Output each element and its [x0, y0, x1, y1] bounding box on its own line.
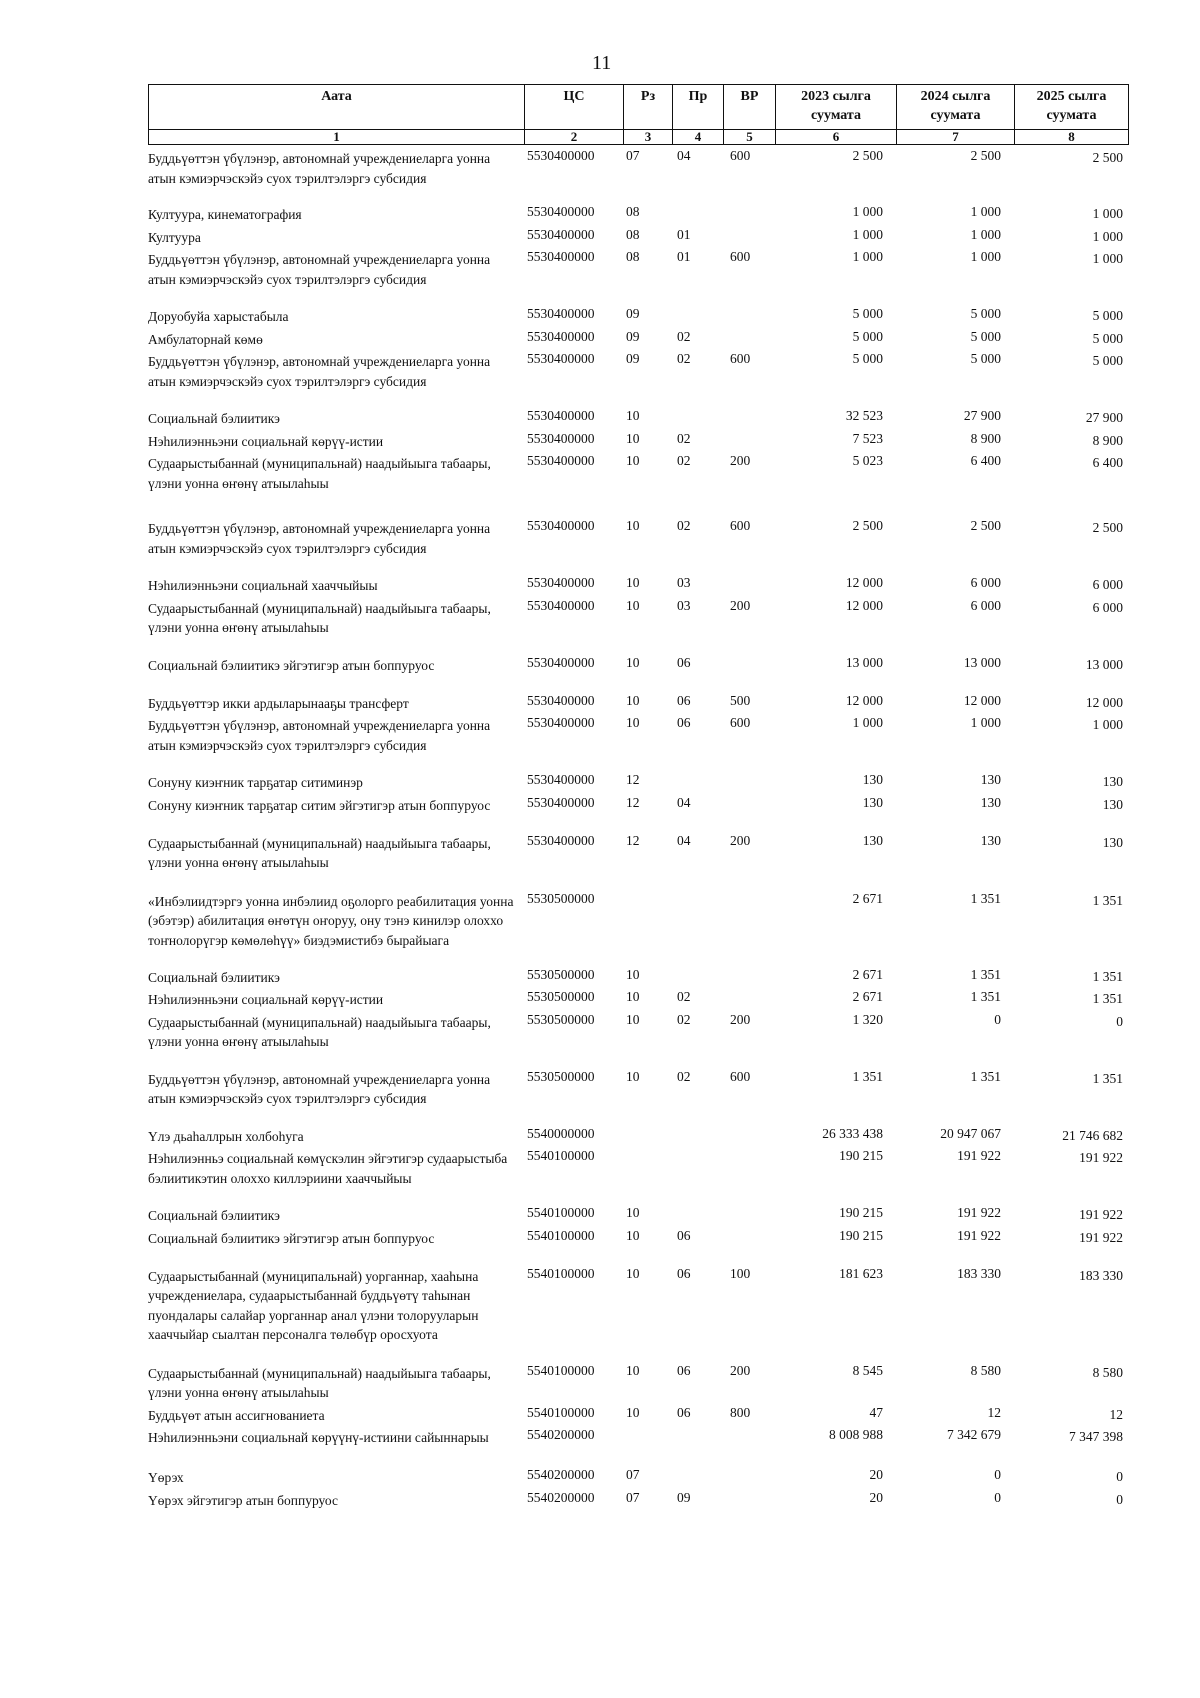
column-number: 8 [1014, 129, 1128, 144]
row-amount-2023: 130 [862, 772, 883, 787]
row-name: Сонуну киэҥник тарҕатар ситим эйгэтигэр атын боппуруос [148, 797, 491, 813]
row-vr-code [722, 327, 774, 350]
row-amount-2023: 2 671 [852, 890, 883, 906]
row-cs-code: 5540100000 [527, 1404, 595, 1420]
row-cs-code: 5530400000 [527, 597, 595, 613]
row-amount-2024: 6 000 [970, 597, 1001, 613]
row-pr-code: 02 [677, 351, 691, 366]
row-pr-code [671, 304, 722, 327]
row-vr-code: 600 [730, 148, 751, 163]
row-amount-2025: 130 [1102, 834, 1123, 850]
row-pr-code [671, 1146, 722, 1203]
row-amount-2023: 7 523 [852, 430, 883, 446]
row-name: Сонуну киэҥник тарҕатар ситиминэр [148, 775, 363, 790]
row-name: Социальнай бэлиитикэ эйгэтигэр атын боппуруос [148, 1230, 435, 1246]
row-pr-code [671, 1425, 722, 1465]
row-amount-2025: 5 000 [1092, 308, 1123, 323]
row-cs-code: 5540200000 [527, 1489, 595, 1505]
row-name: Судаарыстыбаннай (муниципальнай) наадыйыыга табаары, үлэни уонна өҥөнү атыылаһыы [148, 456, 491, 491]
row-amount-2024: 1 351 [970, 989, 1001, 1004]
row-amount-2024: 6 400 [970, 453, 1001, 468]
row-amount-2025: 8 580 [1092, 1364, 1123, 1380]
row-pr-code: 02 [677, 453, 691, 468]
row-pr-code: 02 [677, 328, 691, 344]
row-name: «Инбэлиидтэргэ уонна инбэлиид оҕолорго реабилитация уонна (эбэтэр) абилитация өҥөтүн оҥоруу, ону тэнэ кинилэр олоххо тоҥнолорүгэр көмөлөһүү» биэдэмистибэ бырайыага [148, 893, 514, 948]
row-vr-code [722, 1465, 774, 1488]
row-pr-code [671, 406, 722, 429]
row-name: Социальнай бэлиитикэ [148, 411, 280, 426]
row-amount-2025: 5 000 [1092, 330, 1123, 346]
row-amount-2024: 0 [994, 1489, 1001, 1505]
row-vr-code [722, 1488, 774, 1511]
row-amount-2024: 0 [994, 1011, 1001, 1027]
row-amount-2024: 1 351 [970, 890, 1001, 906]
row-rz-code: 10 [626, 715, 640, 730]
row-rz-code: 10 [626, 575, 640, 590]
row-pr-code: 06 [677, 1362, 691, 1378]
row-rz-code: 09 [626, 351, 640, 366]
row-amount-2023: 2 671 [852, 966, 883, 982]
row-rz-code: 12 [626, 772, 640, 787]
row-cs-code: 5540000000 [527, 1125, 595, 1141]
row-cs-code: 5530400000 [527, 351, 595, 366]
row-name: Буддьүөттэн үбүлэнэр, автономнай учреждениеларга уонна атын кэмиэрчэскэйэ суох тэрилтэлэргэ субсидия [148, 521, 491, 556]
row-amount-2024: 2 500 [970, 518, 1001, 533]
row-pr-code [671, 965, 722, 988]
row-cs-code: 5530400000 [527, 654, 595, 670]
row-rz-code: 12 [626, 832, 640, 848]
row-vr-code: 200 [730, 1362, 751, 1378]
column-number: 1 [333, 129, 340, 144]
row-pr-code: 09 [677, 1489, 691, 1505]
row-name: Култуура, кинематография [148, 207, 302, 222]
page-number: 11 [592, 52, 612, 74]
row-pr-code: 03 [677, 597, 691, 613]
row-amount-2024: 27 900 [963, 408, 1001, 423]
row-amount-2024: 12 [987, 1404, 1001, 1420]
row-pr-code [671, 1465, 722, 1488]
column-number: 3 [623, 129, 672, 144]
row-amount-2024: 191 922 [957, 1148, 1001, 1163]
row-rz-code: 07 [626, 148, 640, 163]
row-amount-2023: 26 333 438 [822, 1125, 883, 1141]
row-amount-2024: 6 000 [970, 575, 1001, 590]
row-cs-code: 5530400000 [527, 306, 595, 321]
row-rz-code: 08 [626, 226, 640, 242]
row-rz-code: 10 [626, 1068, 640, 1084]
row-cs-code: 5540200000 [527, 1427, 595, 1442]
row-vr-code [722, 793, 774, 831]
row-rz-code: 10 [626, 408, 640, 423]
row-pr-code: 02 [677, 1011, 691, 1027]
row-cs-code: 5530400000 [527, 794, 595, 810]
row-amount-2024: 12 000 [963, 692, 1001, 708]
row-rz-code: 10 [626, 1362, 640, 1378]
row-name: Буддьүөттэн үбүлэнэр, автономнай учреждениеларга уонна атын кэмиэрчэскэйэ суох тэрилтэлэргэ субсидия [148, 151, 491, 186]
row-rz-code: 08 [626, 249, 640, 264]
row-name: Социальнай бэлиитикэ [148, 1208, 280, 1223]
row-name: Судаарыстыбаннай (муниципальнай) наадыйыыга табаары, үлэни уонна өҥөнү атыылаһыы [148, 600, 491, 635]
row-pr-code: 06 [677, 1265, 691, 1281]
row-amount-2025: 21 746 682 [1062, 1127, 1123, 1143]
row-rz-code: 10 [626, 430, 640, 446]
row-amount-2024: 2 500 [970, 148, 1001, 163]
row-amount-2024: 191 922 [957, 1227, 1001, 1243]
row-vr-code [722, 202, 774, 225]
row-vr-code [722, 1203, 774, 1226]
row-pr-code: 06 [677, 1404, 691, 1420]
row-amount-2023: 181 623 [839, 1265, 883, 1281]
row-pr-code [671, 770, 722, 793]
row-cs-code: 5530400000 [527, 575, 595, 590]
row-name: Буддьүөттэн үбүлэнэр, автономнай учреждениеларга уонна атын кэмиэрчэскэйэ суох тэрилтэлэргэ субсидия [148, 252, 491, 287]
row-amount-2025: 1 000 [1092, 717, 1123, 732]
row-pr-code: 02 [677, 989, 691, 1004]
row-vr-code: 100 [730, 1265, 751, 1281]
row-amount-2025: 27 900 [1085, 410, 1123, 425]
row-amount-2023: 47 [869, 1404, 883, 1420]
row-amount-2023: 12 000 [845, 597, 883, 613]
row-amount-2025: 1 000 [1092, 251, 1123, 266]
row-rz-code: 10 [626, 1265, 640, 1281]
row-cs-code: 5530500000 [527, 1011, 595, 1027]
row-pr-code: 02 [677, 1068, 691, 1084]
row-pr-code: 02 [677, 430, 691, 446]
row-cs-code: 5530400000 [527, 148, 595, 163]
row-vr-code [722, 1226, 774, 1264]
row-amount-2025: 1 351 [1092, 991, 1123, 1006]
column-number: 4 [672, 129, 723, 144]
row-name: Буддьүөттэн үбүлэнэр, автономнай учреждениеларга уонна атын кэмиэрчэскэйэ суох тэрилтэлэргэ субсидия [148, 1071, 491, 1106]
row-amount-2024: 183 330 [957, 1265, 1001, 1281]
row-amount-2025: 1 000 [1092, 228, 1123, 244]
row-amount-2025: 0 [1116, 1491, 1123, 1507]
row-cs-code: 5540100000 [527, 1265, 595, 1281]
row-name: Судаарыстыбаннай (муниципальнай) уорганнар, хааһына учреждениелара, судаарыстыбаннай буддьүөтү таһынан пуондалары салайар уорганнар анал үлэни толорууларын хааччыйар сыалтан персоналга төлөбүр оросхуота [148, 1268, 479, 1342]
row-pr-code: 04 [677, 794, 691, 810]
column-number: 6 [775, 129, 896, 144]
row-rz-code: 10 [626, 692, 640, 708]
row-amount-2023: 1 000 [852, 226, 883, 242]
row-rz-code: 09 [626, 328, 640, 344]
row-rz-code: 10 [626, 989, 640, 1004]
header-cs: ЦС [524, 85, 623, 130]
row-amount-2023: 32 523 [845, 408, 883, 423]
row-cs-code: 5540200000 [527, 1467, 595, 1482]
row-pr-code: 04 [677, 148, 691, 163]
row-amount-2025: 12 [1109, 1406, 1123, 1422]
row-name: Буддьүөттэн үбүлэнэр, автономнай учреждениеларга уонна атын кэмиэрчэскэйэ суох тэрилтэлэргэ субсидия [148, 718, 491, 753]
row-vr-code [722, 225, 774, 248]
row-amount-2024: 130 [980, 832, 1001, 848]
row-rz-code: 10 [626, 1205, 640, 1220]
row-rz-code: 10 [626, 966, 640, 982]
row-amount-2025: 1 351 [1092, 1070, 1123, 1086]
row-pr-code [671, 889, 722, 965]
row-amount-2024: 130 [980, 772, 1001, 787]
row-amount-2023: 1 000 [852, 715, 883, 730]
row-name: Нэһилиэнньэни социальнай көрүү-истии [148, 433, 384, 449]
row-amount-2024: 8 900 [970, 430, 1001, 446]
row-amount-2025: 191 922 [1079, 1207, 1123, 1222]
row-pr-code: 06 [677, 1227, 691, 1243]
row-rz-code: 10 [626, 1227, 640, 1243]
row-name: Нэһилиэнньэни социальнай көрүү-истии [148, 992, 384, 1007]
row-amount-2025: 1 351 [1092, 968, 1123, 984]
row-rz-code: 07 [626, 1467, 640, 1482]
row-amount-2023: 190 215 [839, 1148, 883, 1163]
row-amount-2023: 190 215 [839, 1227, 883, 1243]
row-name: Буддьүөттэн үбүлэнэр, автономнай учреждениеларга уонна атын кэмиэрчэскэйэ суох тэрилтэлэргэ субсидия [148, 354, 491, 389]
row-amount-2023: 5 000 [852, 328, 883, 344]
row-name: Үөрэх эйгэтигэр атын боппуруос [148, 1492, 339, 1508]
row-amount-2025: 183 330 [1079, 1267, 1123, 1283]
row-vr-code: 200 [730, 597, 751, 613]
row-vr-code: 600 [730, 1068, 751, 1084]
row-cs-code: 5540100000 [527, 1205, 595, 1220]
row-cs-code: 5530400000 [527, 204, 595, 219]
row-amount-2024: 1 000 [970, 249, 1001, 264]
row-cs-code: 5530400000 [527, 249, 595, 264]
row-amount-2024: 0 [994, 1467, 1001, 1482]
row-amount-2025: 7 347 398 [1069, 1429, 1123, 1444]
row-cs-code: 5530400000 [527, 408, 595, 423]
row-name: Үлэ дьаһаллрын холбоһуга [148, 1128, 304, 1144]
header-2023: 2023 сылга суумата [775, 85, 896, 130]
row-amount-2024: 8 580 [970, 1362, 1001, 1378]
row-amount-2023: 12 000 [845, 692, 883, 708]
row-vr-code [722, 770, 774, 793]
row-vr-code: 200 [730, 453, 751, 468]
row-amount-2023: 20 [869, 1489, 883, 1505]
row-pr-code: 04 [677, 832, 691, 848]
row-name: Буддьүөттэр икки ардыларынааҕы трансферт [148, 695, 409, 711]
row-name: Доруобуйа харыстабыла [148, 309, 289, 324]
row-amount-2023: 130 [862, 832, 883, 848]
row-amount-2023: 1 000 [852, 204, 883, 219]
row-amount-2023: 2 500 [852, 148, 883, 163]
row-amount-2023: 130 [862, 794, 883, 810]
row-cs-code: 5530400000 [527, 692, 595, 708]
row-name: Социальнай бэлиитикэ [148, 969, 280, 985]
row-amount-2025: 130 [1102, 796, 1123, 812]
row-name: Социальнай бэлиитикэ эйгэтигэр атын боппуруос [148, 657, 435, 673]
row-vr-code [722, 889, 774, 965]
header-2025: 2025 сылга суумата [1014, 85, 1128, 130]
row-cs-code: 5540100000 [527, 1362, 595, 1378]
row-pr-code [671, 202, 722, 225]
row-vr-code [722, 304, 774, 327]
column-number: 5 [723, 129, 775, 144]
row-amount-2024: 5 000 [970, 351, 1001, 366]
header-2024: 2024 сылга суумата [896, 85, 1014, 130]
row-vr-code [722, 653, 774, 691]
row-amount-2024: 1 000 [970, 204, 1001, 219]
row-amount-2025: 1 351 [1092, 892, 1123, 908]
row-vr-code [722, 406, 774, 429]
row-rz-code [622, 1124, 671, 1147]
row-rz-code: 10 [626, 453, 640, 468]
row-vr-code: 200 [730, 832, 751, 848]
row-name: Буддьүөт атын ассигнованиета [148, 1407, 325, 1423]
row-cs-code: 5530400000 [527, 772, 595, 787]
row-rz-code: 07 [626, 1489, 640, 1505]
row-amount-2023: 8 545 [852, 1362, 883, 1378]
row-amount-2024: 130 [980, 794, 1001, 810]
row-amount-2025: 191 922 [1079, 1229, 1123, 1245]
row-amount-2025: 5 000 [1092, 353, 1123, 368]
row-rz-code: 10 [626, 1404, 640, 1420]
row-cs-code: 5530400000 [527, 430, 595, 446]
row-amount-2025: 6 400 [1092, 455, 1123, 470]
row-rz-code: 10 [626, 597, 640, 613]
row-vr-code: 800 [730, 1404, 751, 1420]
row-cs-code: 5530400000 [527, 715, 595, 730]
row-amount-2024: 20 947 067 [940, 1125, 1001, 1141]
row-cs-code: 5530400000 [527, 453, 595, 468]
header-rz: Рз [623, 85, 672, 130]
row-amount-2023: 1 320 [852, 1011, 883, 1027]
row-rz-code [622, 889, 671, 965]
row-cs-code: 5540100000 [527, 1148, 595, 1163]
row-vr-code: 500 [730, 692, 751, 708]
row-amount-2025: 6 000 [1092, 599, 1123, 615]
row-pr-code: 06 [677, 654, 691, 670]
row-amount-2024: 7 342 679 [947, 1427, 1001, 1442]
row-name: Нэһилиэнньэни социальнай көрүүнү-истиини сайыннарыы [148, 1430, 489, 1445]
table-header [148, 84, 1129, 130]
row-amount-2025: 130 [1102, 774, 1123, 789]
row-vr-code: 600 [730, 715, 751, 730]
column-number: 7 [896, 129, 1014, 144]
row-name: Үөрэх [148, 1470, 184, 1485]
row-vr-code: 600 [730, 518, 751, 533]
row-vr-code [722, 965, 774, 988]
row-amount-2025: 13 000 [1085, 656, 1123, 672]
row-cs-code: 5530400000 [527, 226, 595, 242]
row-amount-2024: 5 000 [970, 306, 1001, 321]
row-amount-2023: 13 000 [845, 654, 883, 670]
row-amount-2025: 191 922 [1079, 1150, 1123, 1165]
row-rz-code [622, 1425, 671, 1465]
header-pr: Пр [672, 85, 723, 130]
row-vr-code [722, 429, 774, 452]
row-name: Култуура [148, 229, 201, 245]
row-pr-code: 01 [677, 249, 691, 264]
row-name: Судаарыстыбаннай (муниципальнай) наадыйыыга табаары, үлэни уонна өҥөнү атыылаһыы [148, 835, 491, 870]
row-name: Судаарыстыбаннай (муниципальнай) наадыйыыга табаары, үлэни уонна өҥөнү атыылаһыы [148, 1365, 491, 1400]
header-name: Аата [149, 85, 524, 130]
row-amount-2024: 1 000 [970, 715, 1001, 730]
row-cs-code: 5530500000 [527, 989, 595, 1004]
row-rz-code: 12 [626, 794, 640, 810]
row-amount-2025: 2 500 [1092, 520, 1123, 535]
table-body [148, 146, 1127, 1510]
row-rz-code [622, 1146, 671, 1203]
row-amount-2025: 1 000 [1092, 206, 1123, 221]
row-name: Нэһилиэнньэни социальнай хааччыйыы [148, 578, 378, 593]
row-amount-2023: 1 351 [852, 1068, 883, 1084]
row-amount-2023: 190 215 [839, 1205, 883, 1220]
row-vr-code [722, 1124, 774, 1147]
row-name: Нэһилиэнньэ социальнай көмүскэлин эйгэтигэр судаарыстыба бэлиитикэтин олоххо киллэриини хааччыйыы [148, 1151, 508, 1186]
row-pr-code: 03 [677, 575, 691, 590]
column-number: 2 [524, 129, 623, 144]
row-amount-2023: 5 000 [852, 351, 883, 366]
row-pr-code: 02 [677, 518, 691, 533]
column-number-row [148, 129, 1129, 145]
row-amount-2023: 12 000 [845, 575, 883, 590]
row-cs-code: 5530500000 [527, 966, 595, 982]
row-amount-2023: 20 [869, 1467, 883, 1482]
row-vr-code [722, 1425, 774, 1465]
row-amount-2025: 8 900 [1092, 432, 1123, 448]
row-pr-code: 01 [677, 226, 691, 242]
row-amount-2025: 0 [1116, 1013, 1123, 1029]
row-amount-2024: 1 000 [970, 226, 1001, 242]
row-cs-code: 5530400000 [527, 328, 595, 344]
row-amount-2024: 13 000 [963, 654, 1001, 670]
row-amount-2024: 1 351 [970, 966, 1001, 982]
row-amount-2023: 8 008 988 [829, 1427, 883, 1442]
row-amount-2023: 5 000 [852, 306, 883, 321]
row-amount-2023: 2 671 [852, 989, 883, 1004]
row-name: Амбулаторнай көмө [148, 331, 263, 347]
row-amount-2025: 0 [1116, 1469, 1123, 1484]
row-rz-code: 10 [626, 518, 640, 533]
row-amount-2024: 1 351 [970, 1068, 1001, 1084]
row-amount-2025: 2 500 [1092, 150, 1123, 165]
row-amount-2023: 1 000 [852, 249, 883, 264]
row-rz-code: 08 [626, 204, 640, 219]
row-cs-code: 5530500000 [527, 1068, 595, 1084]
row-amount-2024: 5 000 [970, 328, 1001, 344]
row-amount-2025: 12 000 [1085, 694, 1123, 710]
header-vr: ВР [723, 85, 775, 130]
row-cs-code: 5530400000 [527, 518, 595, 533]
row-name: Судаарыстыбаннай (муниципальнай) наадыйыыга табаары, үлэни уонна өҥөнү атыылаһыы [148, 1014, 491, 1049]
row-vr-code [722, 987, 774, 1010]
row-rz-code: 09 [626, 306, 640, 321]
row-rz-code: 10 [626, 654, 640, 670]
row-vr-code: 600 [730, 249, 751, 264]
row-amount-2023: 5 023 [852, 453, 883, 468]
row-pr-code [671, 1124, 722, 1147]
row-rz-code: 10 [626, 1011, 640, 1027]
row-vr-code: 600 [730, 351, 751, 366]
row-cs-code: 5530500000 [527, 890, 595, 906]
row-pr-code [671, 1203, 722, 1226]
row-pr-code: 06 [677, 715, 691, 730]
row-amount-2023: 2 500 [852, 518, 883, 533]
row-amount-2025: 6 000 [1092, 577, 1123, 592]
row-vr-code [722, 573, 774, 596]
row-cs-code: 5540100000 [527, 1227, 595, 1243]
row-vr-code [722, 1146, 774, 1203]
row-amount-2024: 191 922 [957, 1205, 1001, 1220]
row-cs-code: 5530400000 [527, 832, 595, 848]
row-pr-code: 06 [677, 692, 691, 708]
row-vr-code: 200 [730, 1011, 751, 1027]
